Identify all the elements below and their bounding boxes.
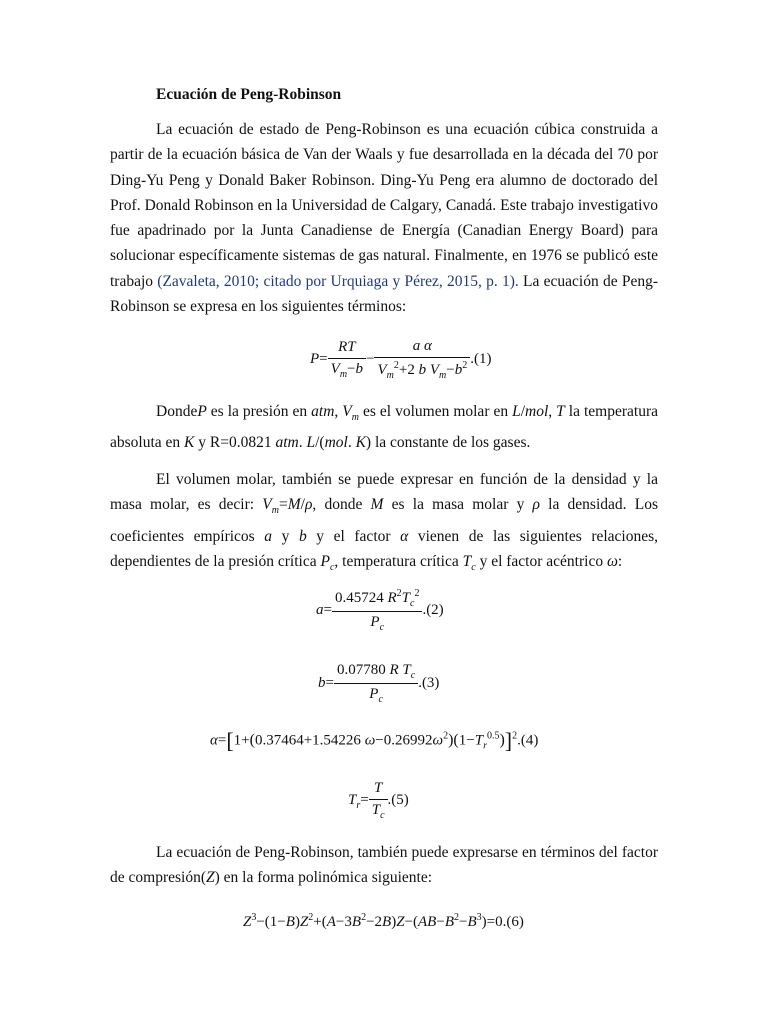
paragraph-compression: La ecuación de Peng-Robinson, también puede expresarse en términos del factor de compresión(Z) en la forma polinómica siguiente:	[110, 844, 658, 887]
equation-1: P= $\frac{RT}{V_m-b}$ − $\frac{\text{a α}}{V_m^2+2 b V_m-b^2}$ .(1)	[310, 338, 492, 381]
intro-tail: La ecuación de Peng-Robinson se expresa en los siguientes términos:	[110, 272, 658, 316]
section-heading: Ecuación de Peng-Robinson	[156, 86, 342, 103]
equation-5: $T_r=$ $\frac{T}{T_c}$ .(5)	[348, 780, 409, 821]
equation-4: α=[1+(0.37464+1.54226 $\omega-0.26992\omega^2)(1-T_r^{0.5})]^2.(4)$	[210, 728, 539, 753]
intro-text: La ecuación de estado de Peng-Robinson es una ecuación cúbica construida a partir de la ecuación básica de Van der Waals y fue desarrollada en la década del 70 por Ding-Yu Peng y Donald Baker Robinson. Ding-Yu Peng era alumno de doctorado del Prof. Donald Robinson en la Universidad de Calgary, Canadá. Este trabajo investigativo fue apadrinado por la Junta Canadiense de Energía (Canadian Energy Board) para solucionar específicamente sistemas de gas natural. Finalmente, en 1976 se publicó este trabajo	[110, 121, 658, 290]
equation-6-label: .(6)	[502, 914, 524, 930]
equation-1-label: .(1)	[470, 350, 492, 367]
paragraph-intro	[110, 117, 658, 319]
equation-5-label: .(5)	[387, 791, 409, 808]
paragraph-molar-volume: El volumen molar, también se puede expresar en función de la densidad y la masa molar, es decir: $V_m=M/\rho$, donde M es la masa molar y ρ la densidad. Los coeficientes empíricos a y b y el factor α vienen de las siguientes relaciones, dependientes de la presión crítica $P_c$, temperatura crítica $T_c$ y el factor acéntrico ω:	[110, 471, 659, 574]
citation-link[interactable]: (Zavaleta, 2010; citado por Urquiaga y Pérez, 2015, p. 1).	[157, 272, 519, 290]
equation-2: a= $\frac{0.45724 R^2T_c^2}{P_c}$ .(2)	[316, 588, 444, 633]
gas-constant: R=0.0821	[209, 434, 272, 452]
equation-3: b= $\frac{0.07780 R T_c}{P_c}$ .(3)	[318, 662, 440, 705]
equation-6: $Z^3-(1-B)Z^2+(A-3B^2-2B)Z-(AB-B^2-B^3)=0.(6)$	[243, 912, 524, 930]
equation-3-label: .(3)	[418, 674, 440, 691]
paragraph-variables: DondeP es la presión en atm, $V_m$ es el volumen molar en L/mol, T la temperatura absoluta en K y R=0.0821 atm. L/(mol. K) la constante de los gases.	[110, 403, 658, 452]
equation-2-label: .(2)	[422, 601, 444, 618]
equation-4-label: .(4)	[517, 732, 539, 749]
